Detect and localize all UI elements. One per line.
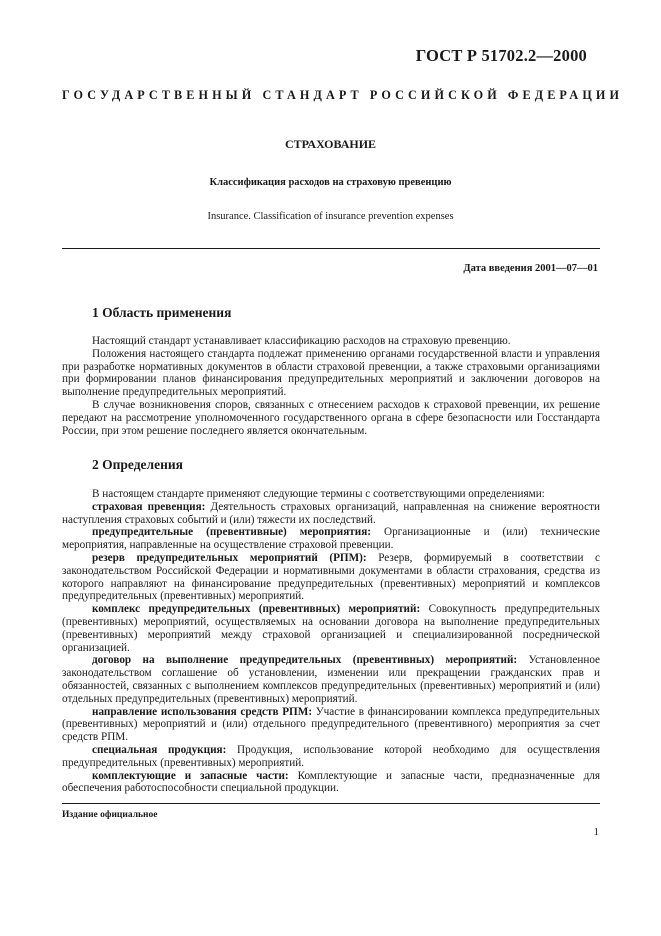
definition-term: резерв предупредительных мероприятий (РПМ):: [92, 551, 367, 564]
definition-item: [62, 552, 600, 603]
definition-term: специальная продукция:: [92, 743, 227, 756]
definition-item: [62, 770, 600, 796]
definition-text: Организационные и (или) технические мероприятия, направленные на осуществление страховой превенции.: [62, 526, 601, 552]
definition-item: [62, 526, 600, 552]
definition-text: Совокупность предупредительных (превентивных) мероприятий, осуществляемых на основании договора на выполнение предупредительных (превентивных) мероприятий между страховой организацией и специализированной посреднической организацией.: [62, 603, 601, 654]
definition-text: Установленное законодательством соглашение об установлении, изменении или прекращении гражданских прав и обязанностей, связанных с выполнением комплексов предупредительных (превентивных) мероприятий и (или) отдельных предупредительных (превентивных) мероприятий.: [62, 654, 601, 705]
section-heading-scope: 1 Область применения: [92, 305, 232, 320]
official-edition-label: Издание официальное: [62, 810, 158, 820]
section-heading-definitions: 2 Определения: [92, 457, 183, 472]
definition-term: комплектующие и запасные части:: [92, 769, 289, 782]
definition-text: Комплектующие и запасные части, предназначенные для обеспечения работоспособности специальной продукции.: [62, 769, 601, 795]
definition-text: Продукция, использование которой необходимо для осуществления предупредительных (превентивных) мероприятий.: [62, 743, 600, 769]
paragraph: В случае возникновения споров, связанных с отнесением расходов к страховой превенции, их решение передают на рассмотрение уполномоченного государственного органа в сфере безопасности или Госстандарта России, при этом решение последнего является окончательным.: [62, 398, 600, 437]
page-number: 1: [593, 826, 599, 838]
definition-term: договор на выполнение предупредительных (превентивных) мероприятий:: [92, 654, 518, 667]
section-body-scope: [62, 335, 600, 437]
paragraph: В настоящем стандарте применяют следующие термины с соответствующими определениями:: [92, 488, 545, 500]
definition-item: [62, 501, 600, 527]
footer-divider: [62, 803, 600, 804]
document-title: СТРАХОВАНИЕ: [284, 137, 377, 151]
definition-item: [62, 654, 600, 705]
definition-term: страховая превенция:: [92, 500, 206, 513]
definition-text: Резерв, формируемый в соответствии с законодательством Российской Федерации и нормативными документами в области страхования, средства из которого направляют на финансирование предупредительных (превентивных) мероприятий и комплексов предупредительных (превентивных) мероприятий.: [62, 551, 600, 603]
definition-term: комплекс предупредительных (превентивных) мероприятий:: [92, 603, 421, 616]
title-divider: [62, 248, 600, 249]
definition-item: [62, 706, 600, 744]
section-body-definitions: [62, 488, 600, 795]
definition-item: [62, 603, 600, 654]
paragraph: Положения настоящего стандарта подлежат применению органами государственной власти и управления при разработке нормативных документов в области страховой превенции, а также страховыми организациями при формировании планов финансирования предупредительных мероприятий и заключении договоров на выполнение предупредительных мероприятий.: [62, 347, 600, 399]
definition-term: направление использования средств РПМ:: [92, 705, 313, 718]
definition-item: [62, 744, 600, 770]
document-code: ГОСТ Р 51702.2—2000: [415, 46, 587, 65]
definition-text: Деятельность страховых организаций, направленная на снижение вероятности наступления страховых событий и (или) тяжести их последствий.: [62, 500, 600, 526]
definition-text: Участие в финансировании комплекса предупредительных (превентивных) мероприятий и (или) отдельного предупредительного (превентивного) мероприятия за счет средств РПМ.: [62, 705, 600, 744]
definition-term: предупредительные (превентивные) мероприятия:: [92, 526, 372, 539]
document-subtitle-ru: Классификация расходов на страховую превенцию: [209, 177, 452, 188]
introduction-date: Дата введения 2001—07—01: [463, 263, 598, 274]
document-subtitle-en: Insurance. Classification of insurance prevention expenses: [207, 211, 454, 222]
state-standard-header: ГОСУДАРСТВЕННЫЙ СТАНДАРТ РОССИЙСКОЙ ФЕДЕРАЦИИ: [62, 88, 624, 102]
paragraph: Настоящий стандарт устанавливает классификацию расходов на страховую превенцию.: [92, 335, 511, 347]
